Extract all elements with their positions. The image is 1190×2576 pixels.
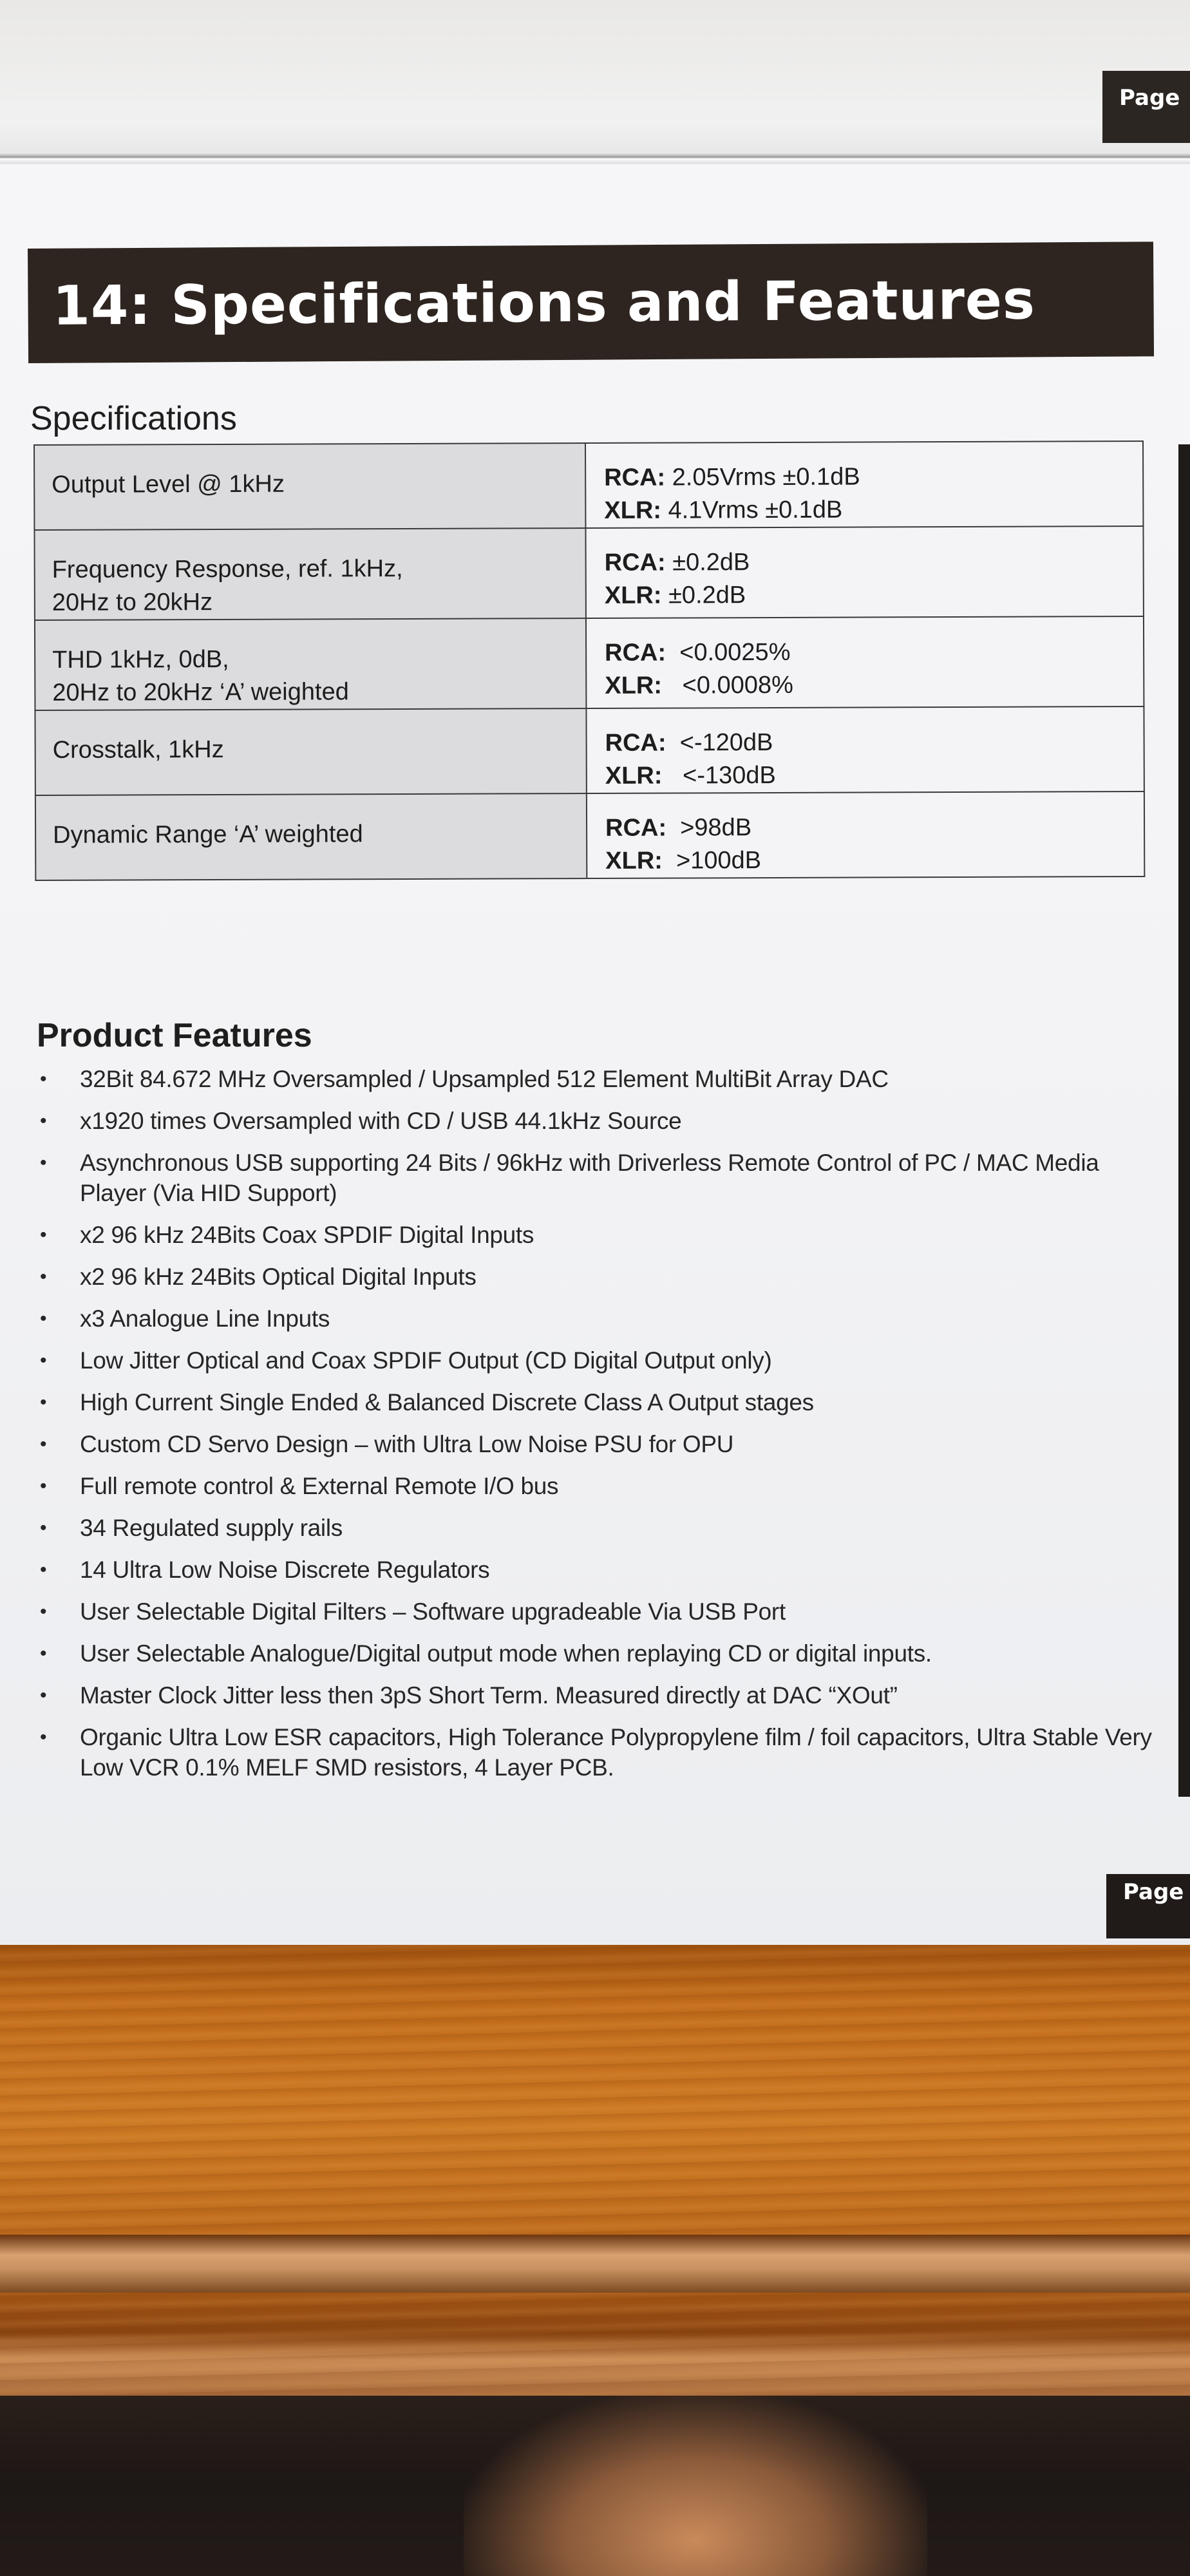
spec-value-label: RCA: xyxy=(604,464,666,491)
page-tab-bottom-label: Page xyxy=(1123,1879,1184,1905)
spec-value-line xyxy=(605,843,1144,878)
feature-item xyxy=(37,1555,1157,1585)
feature-text: Custom CD Servo Design – with Ultra Low Noise PSU for OPU xyxy=(80,1431,734,1457)
spec-value-text: <0.0025% xyxy=(666,638,791,667)
spec-value-label: XLR: xyxy=(604,497,662,524)
spec-value-text: 2.05Vrms ±0.1dB xyxy=(665,463,860,491)
bullet-icon: • xyxy=(40,1727,47,1748)
spec-parameter-line: Crosstalk, 1kHz xyxy=(52,735,224,764)
feature-text: x2 96 kHz 24Bits Coax SPDIF Digital Inputs xyxy=(80,1222,534,1248)
spec-parameter-line: 20Hz to 20kHz ‘A’ weighted xyxy=(52,678,349,706)
bullet-icon: • xyxy=(40,1559,47,1580)
bullet-icon: • xyxy=(40,1517,47,1539)
spec-parameter-line: Dynamic Range ‘A’ weighted xyxy=(53,820,363,849)
spec-value-text: <-130dB xyxy=(662,761,776,790)
spec-value-text: >98dB xyxy=(666,814,752,842)
feature-item xyxy=(37,1262,1157,1292)
spec-value-line xyxy=(605,725,1144,760)
bullet-icon: • xyxy=(40,1601,47,1622)
spec-value-line xyxy=(605,810,1144,845)
feature-text: Organic Ultra Low ESR capacitors, High Tolerance Polypropylene film / foil capacitors, Ultra Stable Very Low VCR 0.1% MELF SMD resistors, 4 Layer PCB. xyxy=(80,1724,1152,1781)
feature-text: High Current Single Ended & Balanced Discrete Class A Output stages xyxy=(80,1389,814,1416)
section-title: 14: Specifications and Features xyxy=(52,268,1036,337)
bullet-icon: • xyxy=(40,1475,47,1497)
spec-value-line xyxy=(605,668,1143,703)
spec-value-line xyxy=(604,493,1142,527)
feature-text: 32Bit 84.672 MHz Oversampled / Upsampled 512 Element MultiBit Array DAC xyxy=(80,1066,889,1092)
spec-parameter xyxy=(34,528,585,620)
spec-value-line xyxy=(605,758,1144,793)
section-header xyxy=(28,242,1154,363)
feature-text: 34 Regulated supply rails xyxy=(80,1515,343,1541)
wooden-table-surface xyxy=(0,1945,1190,2396)
spec-value-text: 4.1Vrms ±0.1dB xyxy=(661,496,843,524)
bullet-icon: • xyxy=(40,1434,47,1455)
spec-parameter xyxy=(35,708,586,795)
spec-row xyxy=(35,791,1144,880)
feature-item xyxy=(37,1303,1157,1334)
spec-value xyxy=(585,441,1143,528)
feature-text: 14 Ultra Low Noise Discrete Regulators xyxy=(80,1557,490,1583)
spec-parameter-line: THD 1kHz, 0dB, xyxy=(52,645,229,674)
feature-text: x1920 times Oversampled with CD / USB 44.1kHz Source xyxy=(80,1108,682,1134)
feature-item xyxy=(37,1220,1157,1250)
spec-value-label: RCA: xyxy=(605,639,666,667)
right-edge-bar xyxy=(1178,444,1190,1797)
feature-item xyxy=(37,1638,1157,1669)
feature-item xyxy=(37,1387,1157,1417)
page-tab-top-label: Page xyxy=(1119,85,1180,111)
spec-row xyxy=(34,526,1143,620)
feature-item xyxy=(37,1064,1157,1094)
bullet-icon: • xyxy=(40,1643,47,1664)
spec-value-line xyxy=(604,460,1142,495)
feature-text: User Selectable Analogue/Digital output mode when replaying CD or digital inputs. xyxy=(80,1640,932,1667)
spec-value-label: XLR: xyxy=(605,672,663,699)
spec-value-text: ±0.2dB xyxy=(661,582,746,609)
bullet-icon: • xyxy=(40,1350,47,1371)
wooden-table-edge xyxy=(0,2235,1190,2293)
spec-value-label: RCA: xyxy=(605,814,667,842)
spec-value-text: >100dB xyxy=(662,847,762,875)
bullet-icon: • xyxy=(40,1110,47,1132)
spec-value-label: XLR: xyxy=(604,582,662,609)
feature-item xyxy=(37,1106,1157,1136)
specifications-table xyxy=(33,440,1145,881)
bullet-icon: • xyxy=(40,1224,47,1245)
feature-text: x2 96 kHz 24Bits Optical Digital Inputs xyxy=(80,1264,477,1290)
spec-value-label: RCA: xyxy=(605,729,666,757)
spec-value xyxy=(587,791,1144,878)
feature-item xyxy=(37,1596,1157,1627)
spec-value-text: <0.0008% xyxy=(661,671,793,699)
spec-parameter xyxy=(35,793,587,880)
spec-parameter-line: Output Level @ 1kHz xyxy=(52,470,285,498)
spec-value-line xyxy=(605,545,1143,580)
spec-parameter xyxy=(35,618,586,710)
feature-text: Full remote control & External Remote I/O bus xyxy=(80,1473,559,1499)
feature-item xyxy=(37,1513,1157,1543)
spec-row xyxy=(35,706,1144,795)
product-features-heading: Product Features xyxy=(37,1017,312,1054)
feature-item xyxy=(37,1680,1157,1710)
feature-text: Master Clock Jitter less then 3pS Short Term. Measured directly at DAC “XOut” xyxy=(80,1682,898,1709)
feature-text: x3 Analogue Line Inputs xyxy=(80,1305,330,1332)
spec-value xyxy=(586,616,1144,708)
bullet-icon: • xyxy=(40,1308,47,1329)
folded-top-page xyxy=(0,0,1190,164)
specifications-heading: Specifications xyxy=(30,400,237,437)
feature-text: User Selectable Digital Filters – Software upgradeable Via USB Port xyxy=(80,1598,786,1625)
feature-item xyxy=(37,1148,1157,1208)
spec-row xyxy=(35,616,1144,710)
spec-parameter-line: 20Hz to 20kHz xyxy=(52,589,213,616)
spec-parameter-line: Frequency Response, ref. 1kHz, xyxy=(52,554,403,583)
page-crease xyxy=(0,153,1190,162)
spec-value-text: ±0.2dB xyxy=(665,549,750,576)
bullet-icon: • xyxy=(40,1152,47,1173)
feature-text: Asynchronous USB supporting 24 Bits / 96kHz with Driverless Remote Control of PC / MAC Media Player (Via HID Support) xyxy=(80,1150,1099,1206)
page-tab-bottom xyxy=(1106,1874,1190,1938)
spec-value-label: XLR: xyxy=(605,847,663,875)
feature-item xyxy=(37,1471,1157,1501)
spec-value-label: XLR: xyxy=(605,762,663,790)
bullet-icon: • xyxy=(40,1685,47,1706)
page-tab-top xyxy=(1102,71,1190,143)
bullet-icon: • xyxy=(40,1392,47,1413)
light-reflection xyxy=(464,2396,927,2576)
feature-item xyxy=(37,1345,1157,1376)
spec-value xyxy=(586,706,1144,793)
spec-value-label: RCA: xyxy=(604,549,666,576)
product-features-list xyxy=(37,1064,1157,1794)
bullet-icon: • xyxy=(40,1068,47,1090)
feature-item xyxy=(37,1429,1157,1459)
feature-item xyxy=(37,1722,1157,1783)
spec-value xyxy=(585,526,1143,618)
spec-row xyxy=(34,441,1143,530)
spec-parameter xyxy=(34,443,585,530)
spec-value-text: <-120dB xyxy=(666,728,773,757)
spec-value-line xyxy=(605,578,1143,612)
feature-text: Low Jitter Optical and Coax SPDIF Output (CD Digital Output only) xyxy=(80,1347,772,1374)
bullet-icon: • xyxy=(40,1266,47,1287)
spec-value-line xyxy=(605,635,1143,670)
